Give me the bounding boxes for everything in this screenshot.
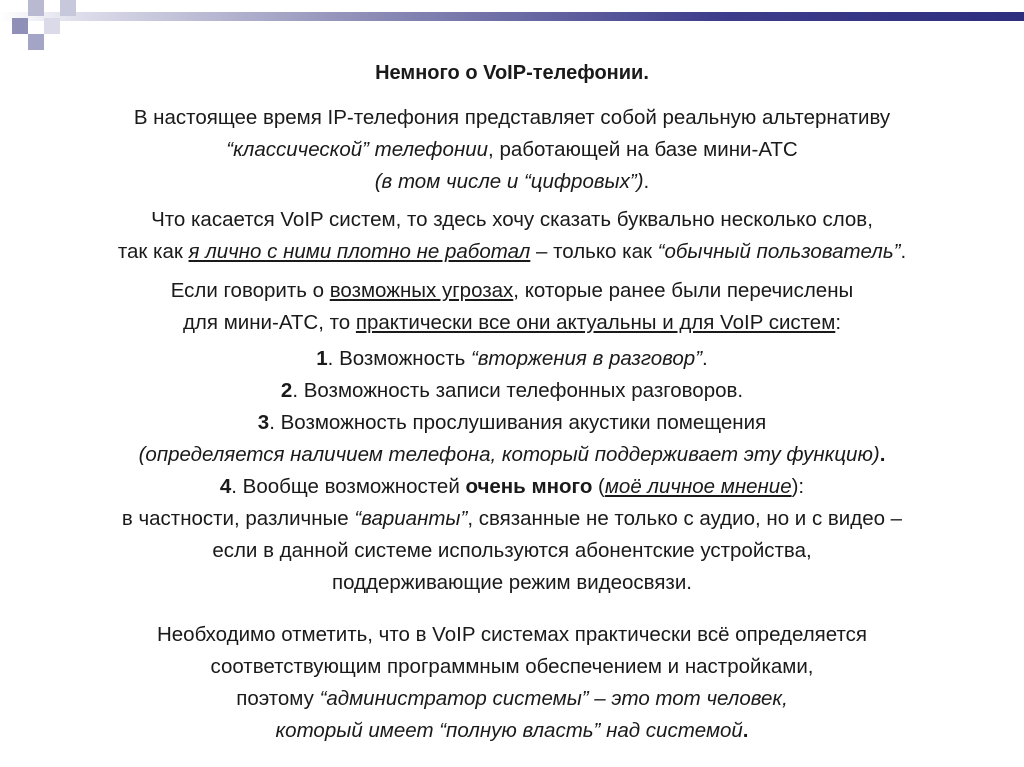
- text-line: В настоящее время IP-телефония представляет собой реальную альтернативу: [133, 106, 891, 129]
- text-line: Необходимо отметить, что в VoIP системах практически всё определяется: [156, 623, 868, 646]
- underlined-text: практически все они актуальны и для VoIP систем: [355, 311, 836, 334]
- text-span: так как: [117, 240, 189, 263]
- italic-text: (в том числе и “цифровых”): [374, 170, 644, 193]
- list-item-continuation: [0, 439, 1024, 471]
- text-line: [0, 275, 1024, 307]
- italic-text: “администратор системы” – это тот человек,: [319, 687, 788, 710]
- text-span: . Возможность записи телефонных разговоров.: [292, 379, 744, 402]
- text-span: . Возможность: [327, 347, 472, 370]
- list-number: 4: [219, 475, 232, 498]
- underlined-text: возможных угрозах: [329, 279, 514, 302]
- bold-text: очень много: [465, 475, 593, 498]
- italic-text: “обычный пользователь”: [657, 240, 901, 263]
- text-line: [0, 715, 1024, 747]
- slide-title: Немного о VoIP-телефонии.: [375, 62, 649, 84]
- text-line: соответствующим программным обеспечением и настройками,: [210, 655, 814, 678]
- paragraph-intro: [0, 102, 1024, 198]
- italic-text: “вторжения в разговор”: [471, 347, 703, 370]
- text-span: .: [702, 347, 708, 370]
- underlined-italic-text: моё личное мнение: [604, 475, 792, 498]
- text-span: Если говорить о: [170, 279, 330, 302]
- paragraph-voip: [0, 204, 1024, 268]
- list-number: 2: [280, 379, 293, 402]
- text-line: [0, 236, 1024, 268]
- text-span: .: [643, 170, 650, 193]
- list-item-continuation: если в данной системе используются абонентские устройства,: [212, 539, 812, 562]
- text-span: (: [592, 475, 605, 498]
- text-span: . Вообще возможностей: [231, 475, 466, 498]
- text-span: .: [742, 719, 749, 742]
- paragraph-threats: [0, 275, 1024, 339]
- italic-text: “классической” телефонии: [226, 138, 489, 161]
- text-span: ):: [791, 475, 805, 498]
- list-item-continuation: поддерживающие режим видеосвязи.: [332, 571, 692, 594]
- underlined-italic-text: я лично с ними плотно не работал: [188, 240, 531, 263]
- text-span: .: [879, 443, 886, 466]
- text-line: [0, 307, 1024, 339]
- text-span: для мини-АТС, то: [182, 311, 356, 334]
- text-span: , связанные не только с аудио, но и с видео –: [467, 507, 903, 530]
- list-item: [0, 343, 1024, 375]
- list-item: [0, 407, 1024, 439]
- text-span: в частности, различные: [121, 507, 355, 530]
- text-span: поэтому: [236, 687, 320, 710]
- text-span: , которые ранее были перечислены: [513, 279, 854, 302]
- list-item: [0, 375, 1024, 407]
- list-item-continuation: [0, 503, 1024, 535]
- text-line: [0, 166, 1024, 198]
- text-span: :: [835, 311, 842, 334]
- text-span: – только как: [530, 240, 658, 263]
- text-line: [0, 134, 1024, 166]
- list-number: 3: [257, 411, 270, 434]
- text-span: , работающей на базе мини-АТС: [488, 138, 798, 161]
- italic-text: который имеет “полную власть” над системой: [275, 719, 743, 742]
- list-item: [0, 471, 1024, 503]
- list-number: 1: [316, 347, 328, 370]
- italic-text: (определяется наличием телефона, который поддерживает эту функцию): [138, 443, 880, 466]
- text-span: .: [900, 240, 907, 263]
- text-line: Что касается VoIP систем, то здесь хочу сказать буквально несколько слов,: [151, 208, 873, 231]
- text-span: . Возможность прослушивания акустики помещения: [269, 411, 767, 434]
- paragraph-conclusion: [0, 619, 1024, 747]
- text-line: [0, 683, 1024, 715]
- threat-list: [0, 343, 1024, 599]
- italic-text: “варианты”: [354, 507, 468, 530]
